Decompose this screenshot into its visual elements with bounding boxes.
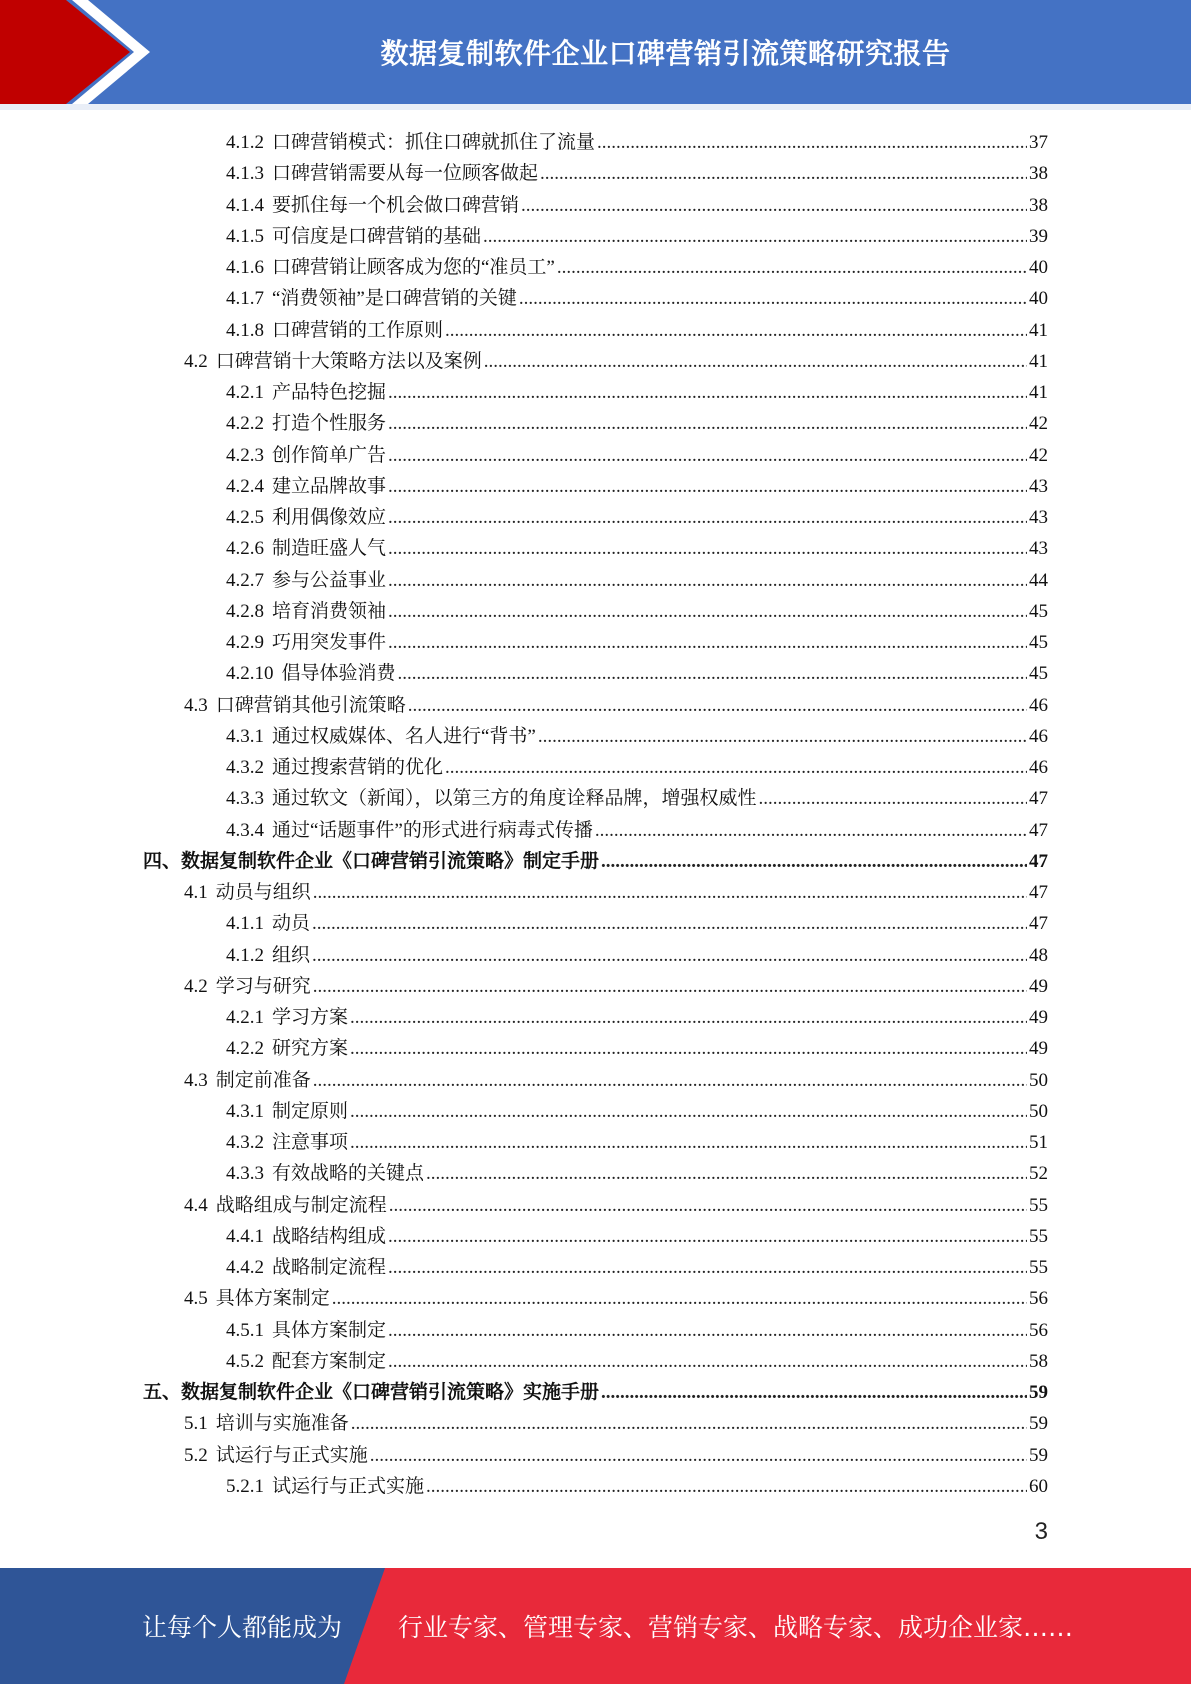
toc-entry[interactable] <box>226 1221 1048 1252</box>
toc-entry-page: 51 <box>1029 1132 1048 1153</box>
toc-entry-page: 40 <box>1029 288 1048 310</box>
toc-entry[interactable] <box>226 533 1048 564</box>
toc-entry-page: 48 <box>1029 944 1048 966</box>
toc-entry-title: 制定前准备 <box>215 1069 311 1091</box>
toc-entry-page: 37 <box>1029 132 1048 153</box>
toc-dot-leader <box>350 1127 1027 1158</box>
toc-entry-page: 45 <box>1029 600 1048 622</box>
toc-entry[interactable] <box>226 565 1048 596</box>
toc-entry-number: 4.2.2 <box>226 413 264 435</box>
toc-entry[interactable] <box>184 1440 1048 1471</box>
header-banner <box>0 0 1191 110</box>
toc-entry-number: 4.5.1 <box>226 1319 264 1341</box>
toc-dot-leader <box>388 1221 1027 1252</box>
toc-entry[interactable] <box>226 721 1048 752</box>
page-number: 3 <box>1034 1518 1048 1545</box>
toc-entry[interactable] <box>226 1252 1048 1283</box>
toc-dot-leader <box>350 1096 1027 1127</box>
toc-entry-page: 50 <box>1029 1100 1048 1122</box>
toc-entry-title: 打造个性服务 <box>272 413 387 435</box>
toc-entry-title: 倡导体验消费 <box>281 663 396 685</box>
toc-entry-title: 有效战略的关键点 <box>272 1163 425 1185</box>
toc-dot-leader <box>388 502 1027 533</box>
toc-entry[interactable] <box>226 127 1048 158</box>
toc-dot-leader <box>538 721 1027 752</box>
toc-dot-leader <box>398 658 1027 689</box>
toc-entry[interactable] <box>226 1033 1048 1064</box>
toc-entry-number: 4.4 <box>184 1194 208 1216</box>
toc-entry-number: 4.1.2 <box>226 132 264 153</box>
toc-entry-page: 39 <box>1029 225 1048 247</box>
toc-dot-leader <box>370 1440 1027 1471</box>
toc-entry-title: 建立品牌故事 <box>272 475 387 497</box>
toc-dot-leader <box>312 908 1027 939</box>
toc-entry[interactable] <box>226 440 1048 471</box>
toc-entry-page: 38 <box>1029 194 1048 216</box>
toc-entry-number: 五、 <box>143 1382 182 1403</box>
toc-entry-page: 55 <box>1029 1225 1048 1247</box>
toc-entry-title: 配套方案制定 <box>272 1350 387 1372</box>
toc-entry-page: 46 <box>1029 694 1048 716</box>
toc-entry-number: 4.1.6 <box>226 257 264 278</box>
toc-entry[interactable] <box>184 1283 1048 1314</box>
toc-entry[interactable] <box>226 940 1048 971</box>
toc-entry-title: 具体方案制定 <box>215 1288 330 1310</box>
toc-entry-page: 46 <box>1029 757 1048 778</box>
toc-dot-leader <box>521 190 1027 221</box>
toc-dot-leader <box>601 846 1027 877</box>
toc-entry-number: 4.5.2 <box>226 1350 264 1372</box>
toc-dot-leader <box>483 221 1027 252</box>
toc-dot-leader <box>759 783 1027 814</box>
toc-entry-title: 试运行与正式实施 <box>215 1444 368 1466</box>
toc-dot-leader <box>597 127 1027 158</box>
toc-entry-number: 4.2.4 <box>226 475 264 497</box>
toc-dot-leader <box>445 752 1027 783</box>
toc-entry-number: 4.3 <box>184 694 208 716</box>
toc-dot-leader <box>313 877 1027 908</box>
toc-entry[interactable] <box>226 1096 1048 1127</box>
toc-dot-leader <box>388 596 1027 627</box>
toc-entry-number: 4.3.2 <box>226 757 264 778</box>
toc-entry[interactable] <box>226 658 1048 689</box>
toc-entry-number: 4.1.4 <box>226 194 264 216</box>
toc-dot-leader <box>389 1190 1027 1221</box>
toc-entry-title: 动员与组织 <box>215 882 311 903</box>
toc-entry[interactable] <box>226 252 1048 283</box>
toc-dot-leader <box>484 346 1027 377</box>
toc-entry[interactable] <box>226 1315 1048 1346</box>
toc-entry-number: 5.2 <box>184 1444 208 1466</box>
toc-entry-title: “消费领袖”是口碑营销的关键 <box>272 288 517 310</box>
toc-entry[interactable] <box>226 408 1048 439</box>
toc-entry-number: 4.2.2 <box>226 1038 264 1060</box>
toc-entry-number: 5.1 <box>184 1413 208 1435</box>
toc-entry-title: 利用偶像效应 <box>272 507 387 528</box>
toc-entry-title: 培训与实施准备 <box>215 1413 349 1435</box>
toc-entry-number: 4.5 <box>184 1288 208 1310</box>
toc-dot-leader <box>388 565 1027 596</box>
toc-dot-leader <box>351 1408 1027 1439</box>
toc-entry-number: 5.2.1 <box>226 1475 264 1497</box>
toc-entry-title: 培育消费领袖 <box>272 600 387 622</box>
toc-entry-page: 55 <box>1029 1257 1048 1278</box>
toc-dot-leader <box>388 1252 1027 1283</box>
toc-entry[interactable] <box>226 1471 1048 1502</box>
toc-entry[interactable] <box>143 846 1048 877</box>
toc-entry-page: 46 <box>1029 725 1048 747</box>
toc-entry-page: 49 <box>1029 1007 1048 1028</box>
toc-entry-title: 学习与研究 <box>215 975 311 997</box>
toc-entry-number: 4.1.8 <box>226 319 264 341</box>
toc-entry-title: 战略组成与制定流程 <box>215 1194 387 1216</box>
toc-entry-page: 59 <box>1029 1413 1048 1435</box>
toc-dot-leader <box>388 1346 1027 1377</box>
toc-entry-page: 59 <box>1029 1444 1048 1466</box>
footer-slogan-right: 行业专家、管理专家、营销专家、战略专家、成功企业家…… <box>398 1613 1074 1642</box>
toc-entry-number: 4.2.1 <box>226 382 264 403</box>
toc-entry[interactable] <box>226 315 1048 346</box>
toc-entry-page: 45 <box>1029 663 1048 685</box>
toc-entry-number: 4.2.3 <box>226 444 264 466</box>
toc-entry[interactable] <box>226 1002 1048 1033</box>
toc-entry-page: 43 <box>1029 475 1048 497</box>
header-divider <box>0 104 1191 110</box>
toc-entry-page: 60 <box>1029 1475 1048 1497</box>
toc-entry-title: 动员 <box>272 913 311 935</box>
toc-entry-title: 战略结构组成 <box>272 1225 387 1247</box>
toc-entry-title: 研究方案 <box>272 1038 349 1060</box>
toc-entry-title: 通过搜索营销的优化 <box>272 757 444 778</box>
toc-entry-page: 44 <box>1029 569 1048 591</box>
toc-entry-number: 4.3 <box>184 1069 208 1091</box>
toc-entry[interactable] <box>184 1065 1048 1096</box>
header-red-chevron <box>0 0 130 104</box>
toc-entry-title: 口碑营销模式：抓住口碑就抓住了流量 <box>272 132 596 153</box>
toc-entry-page: 52 <box>1029 1163 1048 1185</box>
toc-entry-page: 56 <box>1029 1288 1048 1310</box>
toc-entry-title: 口碑营销其他引流策略 <box>215 694 406 716</box>
toc-dot-leader <box>557 252 1027 283</box>
toc-entry-title: 创作简单广告 <box>272 444 387 466</box>
toc-dot-leader <box>313 971 1027 1002</box>
toc-entry-page: 47 <box>1029 788 1048 810</box>
toc-entry-page: 43 <box>1029 538 1048 560</box>
toc-entry-number: 4.4.1 <box>226 1225 264 1247</box>
toc-entry-title: 具体方案制定 <box>272 1319 387 1341</box>
toc-dot-leader <box>388 377 1027 408</box>
toc-dot-leader <box>388 1315 1027 1346</box>
toc-entry[interactable] <box>226 1127 1048 1158</box>
toc-entry-number: 4.2.6 <box>226 538 264 560</box>
toc-entry[interactable] <box>226 190 1048 221</box>
toc-entry-number: 4.2 <box>184 350 208 372</box>
toc-entry-page: 41 <box>1029 382 1048 403</box>
toc-entry-page: 47 <box>1029 850 1048 872</box>
toc-entry-number: 4.1.1 <box>226 913 264 935</box>
toc-entry[interactable] <box>143 1377 1048 1408</box>
toc-entry-number: 4.3.2 <box>226 1132 264 1153</box>
toc-entry-number: 4.3.3 <box>226 788 264 810</box>
toc-entry-number: 4.1.5 <box>226 225 264 247</box>
toc-entry-number: 4.4.2 <box>226 1257 264 1278</box>
toc-dot-leader <box>350 1033 1027 1064</box>
toc-entry[interactable] <box>184 1408 1048 1439</box>
toc-entry[interactable] <box>226 283 1048 314</box>
toc-dot-leader <box>388 627 1027 658</box>
toc-entry-title: 数据复制软件企业《口碑营销引流策略》制定手册 <box>181 850 600 872</box>
toc-entry-title: 口碑营销需要从每一位顾客做起 <box>272 163 539 185</box>
toc-entry-number: 4.2.5 <box>226 507 264 528</box>
toc-entry-title: 制造旺盛人气 <box>272 538 387 560</box>
report-title: 数据复制软件企业口碑营销引流策略研究报告 <box>380 37 951 70</box>
toc-entry-title: 学习方案 <box>272 1007 349 1028</box>
toc-entry-page: 41 <box>1029 350 1048 372</box>
toc-entry-number: 4.1.7 <box>226 288 264 310</box>
toc-entry-title: 通过软文（新闻），以第三方的角度诠释品牌，增强权威性 <box>272 788 757 810</box>
toc-dot-leader <box>601 1377 1027 1408</box>
toc-entry-title: 巧用突发事件 <box>272 632 387 653</box>
toc-entry[interactable] <box>226 1346 1048 1377</box>
toc-entry-number: 4.2 <box>184 975 208 997</box>
toc-entry-page: 49 <box>1029 975 1048 997</box>
toc-entry-page: 42 <box>1029 413 1048 435</box>
toc-dot-leader <box>595 815 1027 846</box>
toc-entry[interactable] <box>226 471 1048 502</box>
toc-entry-title: 可信度是口碑营销的基础 <box>272 225 482 247</box>
toc-entry-title: 参与公益事业 <box>272 569 387 591</box>
toc-entry-number: 4.3.1 <box>226 725 264 747</box>
toc-entry[interactable] <box>226 596 1048 627</box>
toc-dot-leader <box>426 1471 1027 1502</box>
toc-entry-title: 通过权威媒体、名人进行“背书” <box>272 725 536 747</box>
toc-dot-leader <box>388 440 1027 471</box>
toc-dot-leader <box>445 315 1027 346</box>
toc-entry[interactable] <box>226 158 1048 189</box>
toc-entry-title: 试运行与正式实施 <box>272 1475 425 1497</box>
toc-entry-number: 4.3.3 <box>226 1163 264 1185</box>
toc-dot-leader <box>540 158 1027 189</box>
toc-entry-title: 制定原则 <box>272 1100 349 1122</box>
toc-dot-leader <box>312 940 1027 971</box>
toc-entry[interactable] <box>226 783 1048 814</box>
toc-entry-number: 4.3.1 <box>226 1100 264 1122</box>
toc-dot-leader <box>332 1283 1027 1314</box>
toc-entry[interactable] <box>226 502 1048 533</box>
toc-entry-page: 55 <box>1029 1194 1048 1216</box>
toc-entry[interactable] <box>226 1158 1048 1189</box>
toc-entry-page: 43 <box>1029 507 1048 528</box>
toc-entry-number: 4.2.1 <box>226 1007 264 1028</box>
toc-entry-page: 38 <box>1029 163 1048 185</box>
toc-dot-leader <box>388 471 1027 502</box>
toc-entry[interactable] <box>226 815 1048 846</box>
toc-entry-page: 47 <box>1029 913 1048 935</box>
toc-entry-number: 四、 <box>143 850 182 872</box>
toc-entry-page: 45 <box>1029 632 1048 653</box>
footer-banner <box>0 1568 1191 1684</box>
toc-entry-page: 58 <box>1029 1350 1048 1372</box>
toc-entry[interactable] <box>226 908 1048 939</box>
toc-entry[interactable] <box>184 690 1048 721</box>
toc-entry-page: 56 <box>1029 1319 1048 1341</box>
footer-slogan-left: 让每个人都能成为 <box>142 1613 343 1642</box>
toc-entry[interactable] <box>226 221 1048 252</box>
toc-entry-title: 产品特色挖掘 <box>272 382 387 403</box>
toc-entry[interactable] <box>226 752 1048 783</box>
toc-dot-leader <box>388 408 1027 439</box>
toc-dot-leader <box>313 1065 1027 1096</box>
toc-entry-number: 4.2.7 <box>226 569 264 591</box>
toc-entry-page: 47 <box>1029 882 1048 903</box>
toc-entry[interactable] <box>184 877 1048 908</box>
toc-entry-page: 47 <box>1029 819 1048 841</box>
toc-entry-number: 4.1.3 <box>226 163 264 185</box>
toc-entry[interactable] <box>226 627 1048 658</box>
toc-entry[interactable] <box>226 377 1048 408</box>
toc-entry-title: 组织 <box>272 944 311 966</box>
toc-entry[interactable] <box>184 971 1048 1002</box>
toc-entry-page: 42 <box>1029 444 1048 466</box>
toc-entry-number: 4.1.2 <box>226 944 264 966</box>
toc-entry[interactable] <box>184 1190 1048 1221</box>
toc-entry-title: 注意事项 <box>272 1132 349 1153</box>
toc-entry-title: 要抓住每一个机会做口碑营销 <box>272 194 520 216</box>
toc-dot-leader <box>426 1158 1027 1189</box>
toc-entry-page: 50 <box>1029 1069 1048 1091</box>
toc-entry[interactable] <box>184 346 1048 377</box>
toc-entry-title: 口碑营销十大策略方法以及案例 <box>215 350 482 372</box>
toc-entry-number: 4.2.9 <box>226 632 264 653</box>
toc-entry-title: 战略制定流程 <box>272 1257 387 1278</box>
toc-dot-leader <box>388 533 1027 564</box>
toc-entry-page: 40 <box>1029 257 1048 278</box>
toc-entry-title: 口碑营销的工作原则 <box>272 319 444 341</box>
toc-dot-leader <box>519 283 1027 314</box>
toc-entry-title: 数据复制软件企业《口碑营销引流策略》实施手册 <box>181 1382 600 1403</box>
toc-entry-number: 4.3.4 <box>226 819 264 841</box>
toc-entry-number: 4.2.10 <box>226 663 274 685</box>
toc-dot-leader <box>408 690 1027 721</box>
toc-entry-page: 41 <box>1029 319 1048 341</box>
toc-entry-page: 59 <box>1029 1382 1048 1403</box>
toc-entry-title: 通过“话题事件”的形式进行病毒式传播 <box>272 819 593 841</box>
toc-entry-title: 口碑营销让顾客成为您的“准员工” <box>272 257 555 278</box>
toc-dot-leader <box>350 1002 1027 1033</box>
toc-entry-page: 49 <box>1029 1038 1048 1060</box>
toc-entry-number: 4.2.8 <box>226 600 264 622</box>
toc-entry-number: 4.1 <box>184 882 208 903</box>
